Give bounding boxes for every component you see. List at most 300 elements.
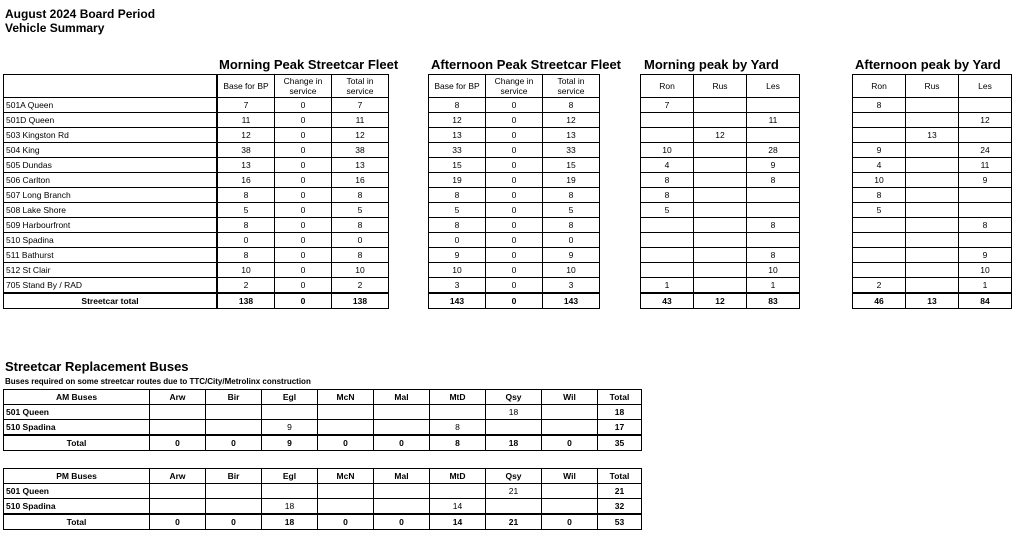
table-row [4,248,217,263]
data-cell [374,484,430,499]
column-header: Change in service [275,75,332,98]
table-row [641,233,800,248]
data-cell [150,499,206,515]
data-cell: 0 [275,278,332,294]
table-row [429,188,600,203]
data-cell: 17 [598,420,642,436]
data-cell: 5 [429,203,486,218]
data-cell: 12 [694,128,747,143]
table-row [218,278,389,294]
data-cell: 9 [853,143,906,158]
total-row [853,293,1012,309]
data-cell [542,405,598,420]
table-row [853,233,1012,248]
data-cell [206,484,262,499]
data-cell: 8 [543,98,600,113]
data-cell: 11 [959,158,1012,173]
column-header: MtD [430,469,486,484]
data-cell: 2 [853,278,906,294]
afternoon-yard-table [852,74,1012,309]
total-cell: 0 [318,514,374,530]
table-row [4,499,642,515]
table-row [218,248,389,263]
data-cell: 11 [332,113,389,128]
header-row [4,390,642,405]
data-cell: 9 [543,248,600,263]
data-cell: 12 [959,113,1012,128]
total-cell: 13 [906,293,959,309]
table-row [218,263,389,278]
data-cell [906,98,959,113]
table-row [641,158,800,173]
data-cell [430,405,486,420]
data-cell [641,248,694,263]
route-label: 508 Lake Shore [4,203,217,218]
table-row [641,113,800,128]
total-cell: 0 [150,435,206,451]
data-cell [906,173,959,188]
column-header: MtD [430,390,486,405]
data-cell [906,188,959,203]
data-cell: 28 [747,143,800,158]
bus-header: AM Buses [4,390,150,405]
data-cell: 9 [747,158,800,173]
data-cell [959,128,1012,143]
data-cell: 0 [486,128,543,143]
data-cell: 1 [959,278,1012,294]
table-row [218,173,389,188]
total-cell: 12 [694,293,747,309]
data-cell [694,203,747,218]
table-row [641,128,800,143]
table-row [641,143,800,158]
total-cell: 83 [747,293,800,309]
data-cell: 0 [275,233,332,248]
data-cell: 0 [486,188,543,203]
total-cell: 35 [598,435,642,451]
data-cell: 10 [853,173,906,188]
data-cell: 8 [332,188,389,203]
table-row [218,233,389,248]
total-cell: 143 [543,293,600,309]
data-cell: 0 [486,263,543,278]
table-row [4,173,217,188]
morning-yard-table [640,74,800,309]
data-cell: 0 [275,173,332,188]
total-row [641,293,800,309]
data-cell: 12 [543,113,600,128]
data-cell: 0 [543,233,600,248]
data-cell [906,113,959,128]
data-cell [262,405,318,420]
data-cell: 12 [332,128,389,143]
column-header: Les [747,75,800,98]
data-cell: 8 [853,98,906,113]
table-row [641,248,800,263]
header-row [4,469,642,484]
data-cell: 8 [747,248,800,263]
morning-fleet-table [217,74,389,309]
table-row [218,128,389,143]
route-label: 505 Dundas [4,158,217,173]
total-cell: 46 [853,293,906,309]
table-row [429,128,600,143]
data-cell: 2 [218,278,275,294]
data-cell: 0 [429,233,486,248]
data-cell [747,233,800,248]
column-header: Rus [906,75,959,98]
data-cell: 0 [275,263,332,278]
table-row [853,143,1012,158]
data-cell: 8 [430,420,486,436]
data-cell: 38 [218,143,275,158]
data-cell: 5 [332,203,389,218]
column-header: Arw [150,469,206,484]
table-row [853,188,1012,203]
data-cell: 0 [486,113,543,128]
data-cell [747,98,800,113]
data-cell [694,278,747,294]
data-cell: 11 [747,113,800,128]
data-cell: 0 [486,173,543,188]
table-row [218,143,389,158]
data-cell: 1 [747,278,800,294]
data-cell: 8 [641,188,694,203]
total-cell: 0 [542,514,598,530]
route-label: 504 King [4,143,217,158]
total-label: Total [4,514,150,530]
data-cell [641,263,694,278]
data-cell: 13 [906,128,959,143]
data-cell: 8 [218,188,275,203]
data-cell: 0 [486,203,543,218]
data-cell [853,233,906,248]
data-cell: 1 [641,278,694,294]
data-cell: 15 [543,158,600,173]
data-cell: 15 [429,158,486,173]
column-header: Wil [542,469,598,484]
table-row [218,218,389,233]
data-cell: 0 [486,98,543,113]
data-cell [853,248,906,263]
table-row [218,98,389,113]
total-row [429,293,600,309]
column-header: Les [959,75,1012,98]
data-cell: 0 [275,98,332,113]
data-cell: 0 [486,143,543,158]
data-cell: 33 [543,143,600,158]
data-cell [150,484,206,499]
data-cell [747,203,800,218]
data-cell: 13 [218,158,275,173]
data-cell: 10 [429,263,486,278]
data-cell [486,420,542,436]
data-cell [694,188,747,203]
data-cell: 4 [641,158,694,173]
data-cell [318,420,374,436]
route-label: 512 St Clair [4,263,217,278]
data-cell [694,113,747,128]
column-header: Change in service [486,75,543,98]
table-row [641,188,800,203]
data-cell [486,499,542,515]
table-row [641,173,800,188]
total-cell: 43 [641,293,694,309]
table-row [853,218,1012,233]
data-cell: 13 [332,158,389,173]
total-cell: 84 [959,293,1012,309]
table-row [4,405,642,420]
data-cell [906,218,959,233]
data-cell [318,499,374,515]
data-cell: 0 [275,218,332,233]
table-row [641,263,800,278]
data-cell [641,233,694,248]
data-cell: 0 [486,158,543,173]
route-label: 503 Kingston Rd [4,128,217,143]
total-cell: 0 [206,435,262,451]
table-row [218,188,389,203]
data-cell: 10 [641,143,694,158]
header-row [429,75,600,98]
data-cell [747,188,800,203]
column-header: Bir [206,469,262,484]
table-row [4,484,642,499]
data-cell: 12 [218,128,275,143]
data-cell [906,233,959,248]
data-cell [694,173,747,188]
total-cell: 18 [262,514,318,530]
table-row [4,218,217,233]
data-cell [906,158,959,173]
total-cell: 138 [218,293,275,309]
data-cell [906,143,959,158]
total-label: Streetcar total [4,293,217,309]
table-row [4,113,217,128]
data-cell [959,188,1012,203]
route-label: 506 Carlton [4,173,217,188]
table-row [4,420,642,436]
table-row [853,278,1012,294]
column-header: Base for BP [429,75,486,98]
table-row [429,278,600,294]
column-header: Total in service [543,75,600,98]
data-cell [206,420,262,436]
table-row [429,143,600,158]
data-cell: 9 [429,248,486,263]
table-row [218,113,389,128]
data-cell [150,405,206,420]
data-cell: 10 [218,263,275,278]
table-row [4,188,217,203]
table-row [4,278,217,294]
table-row [4,143,217,158]
data-cell: 3 [429,278,486,294]
total-cell: 143 [429,293,486,309]
total-cell: 0 [486,293,543,309]
column-header: Qsy [486,469,542,484]
table-row [641,278,800,294]
data-cell [694,143,747,158]
data-cell: 0 [275,128,332,143]
data-cell [959,98,1012,113]
data-cell [959,233,1012,248]
route-label: 510 Spadina [4,420,150,436]
data-cell: 8 [332,248,389,263]
data-cell [374,499,430,515]
column-header: Rus [694,75,747,98]
table-row [853,173,1012,188]
data-cell: 16 [218,173,275,188]
data-cell: 11 [218,113,275,128]
table-row [218,158,389,173]
header-row [218,75,389,98]
column-header: Total [598,469,642,484]
buses-subtitle: Buses required on some streetcar routes due to TTC/City/Metrolinx construction [5,377,311,386]
data-cell [262,484,318,499]
data-cell: 0 [275,158,332,173]
data-cell [959,203,1012,218]
table-row [429,98,600,113]
table-row [429,113,600,128]
header-row [853,75,1012,98]
pm-buses-table [3,468,642,530]
route-label: 501D Queen [4,113,217,128]
table-row [853,113,1012,128]
route-names-table [3,74,217,309]
route-label: 507 Long Branch [4,188,217,203]
data-cell: 14 [430,499,486,515]
data-cell: 10 [543,263,600,278]
data-cell [906,263,959,278]
data-cell: 5 [853,203,906,218]
table-row [429,218,600,233]
data-cell [853,113,906,128]
data-cell: 8 [332,218,389,233]
total-cell: 14 [430,514,486,530]
total-cell: 21 [486,514,542,530]
data-cell: 18 [486,405,542,420]
data-cell [542,499,598,515]
data-cell [853,128,906,143]
column-header: Total in service [332,75,389,98]
data-cell [906,278,959,294]
data-cell [318,405,374,420]
data-cell [694,98,747,113]
data-cell: 33 [429,143,486,158]
data-cell: 3 [543,278,600,294]
data-cell: 8 [959,218,1012,233]
data-cell: 8 [543,188,600,203]
total-row [4,435,642,451]
table-row [853,248,1012,263]
data-cell: 9 [262,420,318,436]
route-label: 501 Queen [4,405,150,420]
route-label: 705 Stand By / RAD [4,278,217,294]
total-cell: 0 [206,514,262,530]
header-row [4,75,217,98]
data-cell [542,420,598,436]
data-cell [318,484,374,499]
column-header: Qsy [486,390,542,405]
table-row [218,203,389,218]
total-cell: 138 [332,293,389,309]
total-cell: 8 [430,435,486,451]
column-header: Total [598,390,642,405]
column-header: Ron [641,75,694,98]
data-cell: 0 [275,113,332,128]
data-cell [641,128,694,143]
total-row [4,293,217,309]
data-cell [542,484,598,499]
column-header: Egl [262,469,318,484]
data-cell [694,158,747,173]
route-label: 501 Queen [4,484,150,499]
page-title-line1: August 2024 Board Period [5,7,156,21]
data-cell: 8 [429,188,486,203]
total-cell: 0 [150,514,206,530]
data-cell: 0 [486,233,543,248]
table-row [853,263,1012,278]
data-cell: 16 [332,173,389,188]
table-row [4,233,217,248]
table-row [429,233,600,248]
data-cell [374,420,430,436]
data-cell: 8 [429,98,486,113]
data-cell [853,263,906,278]
table-row [641,203,800,218]
data-cell [906,203,959,218]
data-cell: 32 [598,499,642,515]
data-cell [747,128,800,143]
column-header: Mal [374,469,430,484]
data-cell: 10 [747,263,800,278]
column-header: Egl [262,390,318,405]
data-cell: 0 [332,233,389,248]
afternoon-yard-title: Afternoon peak by Yard [855,57,1001,72]
table-row [429,173,600,188]
data-cell: 9 [959,248,1012,263]
morning-yard-title: Morning peak by Yard [644,57,779,72]
bus-header: PM Buses [4,469,150,484]
am-buses-table [3,389,642,451]
table-row [641,98,800,113]
data-cell: 4 [853,158,906,173]
data-cell [694,248,747,263]
data-cell [641,218,694,233]
table-row [853,203,1012,218]
data-cell: 0 [486,248,543,263]
total-label: Total [4,435,150,451]
morning-fleet-title: Morning Peak Streetcar Fleet [219,57,399,72]
data-cell: 8 [641,173,694,188]
data-cell: 24 [959,143,1012,158]
data-cell: 5 [641,203,694,218]
data-cell [641,113,694,128]
table-row [4,263,217,278]
total-cell: 18 [486,435,542,451]
page-title-line2: Vehicle Summary [5,21,105,35]
column-header: McN [318,390,374,405]
table-row [853,128,1012,143]
data-cell: 10 [332,263,389,278]
data-cell: 0 [275,188,332,203]
data-cell: 10 [959,263,1012,278]
route-label: 510 Spadina [4,499,150,515]
data-cell: 7 [332,98,389,113]
data-cell [694,263,747,278]
data-cell: 0 [486,278,543,294]
